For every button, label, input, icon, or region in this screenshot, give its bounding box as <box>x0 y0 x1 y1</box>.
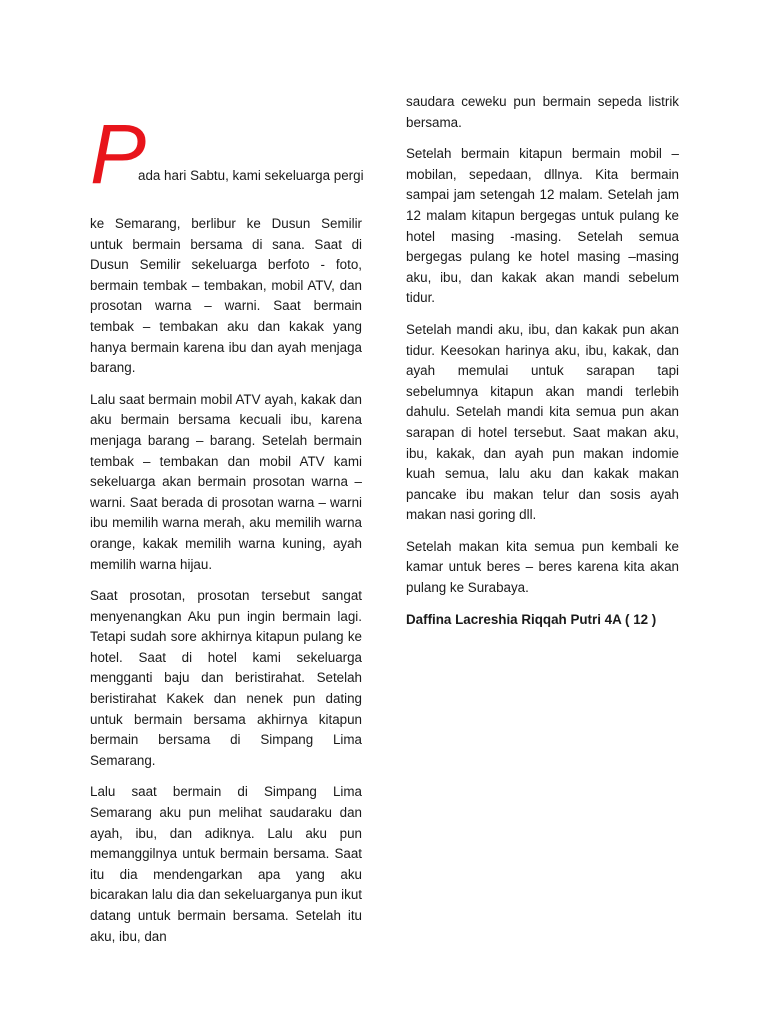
paragraph: saudara ceweku pun bermain sepeda listrik bersama. <box>406 94 679 130</box>
drop-cap-letter: P <box>90 107 147 201</box>
paragraph: Lalu saat bermain mobil ATV ayah, kakak dan aku bermain bersama kecuali ibu, karena menjaga barang – barang. Setelah bermain tembak – tembakan dan mobil ATV kami sekeluarga akan bermain prosotan warna – warni. Saat berada di prosotan warna – warni ibu memilih warna merah, aku memilih warna orange, kakak memilih warna kuning, ayah memilih warna hijau. <box>90 391 362 572</box>
author-signature: Daffina Lacreshia Riqqah Putri 4A ( 12 ) <box>406 611 657 627</box>
right-column <box>406 92 679 641</box>
left-column <box>90 214 362 958</box>
paragraph: Lalu saat bermain di Simpang Lima Semarang aku pun melihat saudaraku dan ayah, ibu, dan adiknya. Lalu aku pun memanggilnya untuk bermain bersama. Saat itu dia mendengarkan apa yang aku bicarakan lalu dia dan sekeluarganya pun ikut datang untuk bermain bersama. Setelah itu aku, ibu, dan <box>90 784 362 944</box>
paragraph: ke Semarang, berlibur ke Dusun Semilir untuk bermain bersama di sana. Saat di Dusun Semilir sekeluarga berfoto - foto, bermain tembak – tembakan, mobil ATV, dan prosotan warna – warni. Saat bermain tembak – tembakan aku dan kakak yang hanya bermain karena ibu dan ayah menjaga barang. <box>90 216 362 376</box>
opening-line <box>90 107 370 201</box>
paragraph: Setelah makan kita semua pun kembali ke kamar untuk beres – beres karena kita akan pulang ke Surabaya. <box>406 538 679 596</box>
paragraph: Setelah bermain kitapun bermain mobil – mobilan, sepedaan, dllnya. Kita bermain sampai jam setengah 12 malam. Setelah jam 12 malam kitapun bergegas untuk pulang ke hotel masing -masing. Setelah semua bergegas pulang ke hotel masing –masing aku, ibu, dan kakak akan mandi sebelum tidur. <box>406 146 679 306</box>
opening-line-text: ada hari Sabtu, kami sekeluarga pergi <box>138 168 364 183</box>
paragraph: Saat prosotan, prosotan tersebut sangat menyenangkan Aku pun ingin bermain lagi. Tetapi sudah sore akhirnya kitapun pulang ke hotel. Saat di hotel kami sekeluarga mengganti baju dan beristirahat. Setelah beristirahat Kakek dan nenek pun dating untuk bermain bersama akhirnya kitapun bermain bersama di Simpang Lima Semarang. <box>90 588 362 768</box>
paragraph: Setelah mandi aku, ibu, dan kakak pun akan tidur. Keesokan harinya aku, ibu, kakak, dan ayah memulai untuk sarapan tapi sebelumnya kitapun akan mandi terlebih dahulu. Setelah mandi kita semua pun akan sarapan di hotel tersebut. Saat makan aku, ibu, kakak, dan ayah pun makan indomie kuah semua, lalu aku dan kakak makan pancake ibu makan telur dan sosis ayah makan nasi goring dll. <box>406 321 679 523</box>
